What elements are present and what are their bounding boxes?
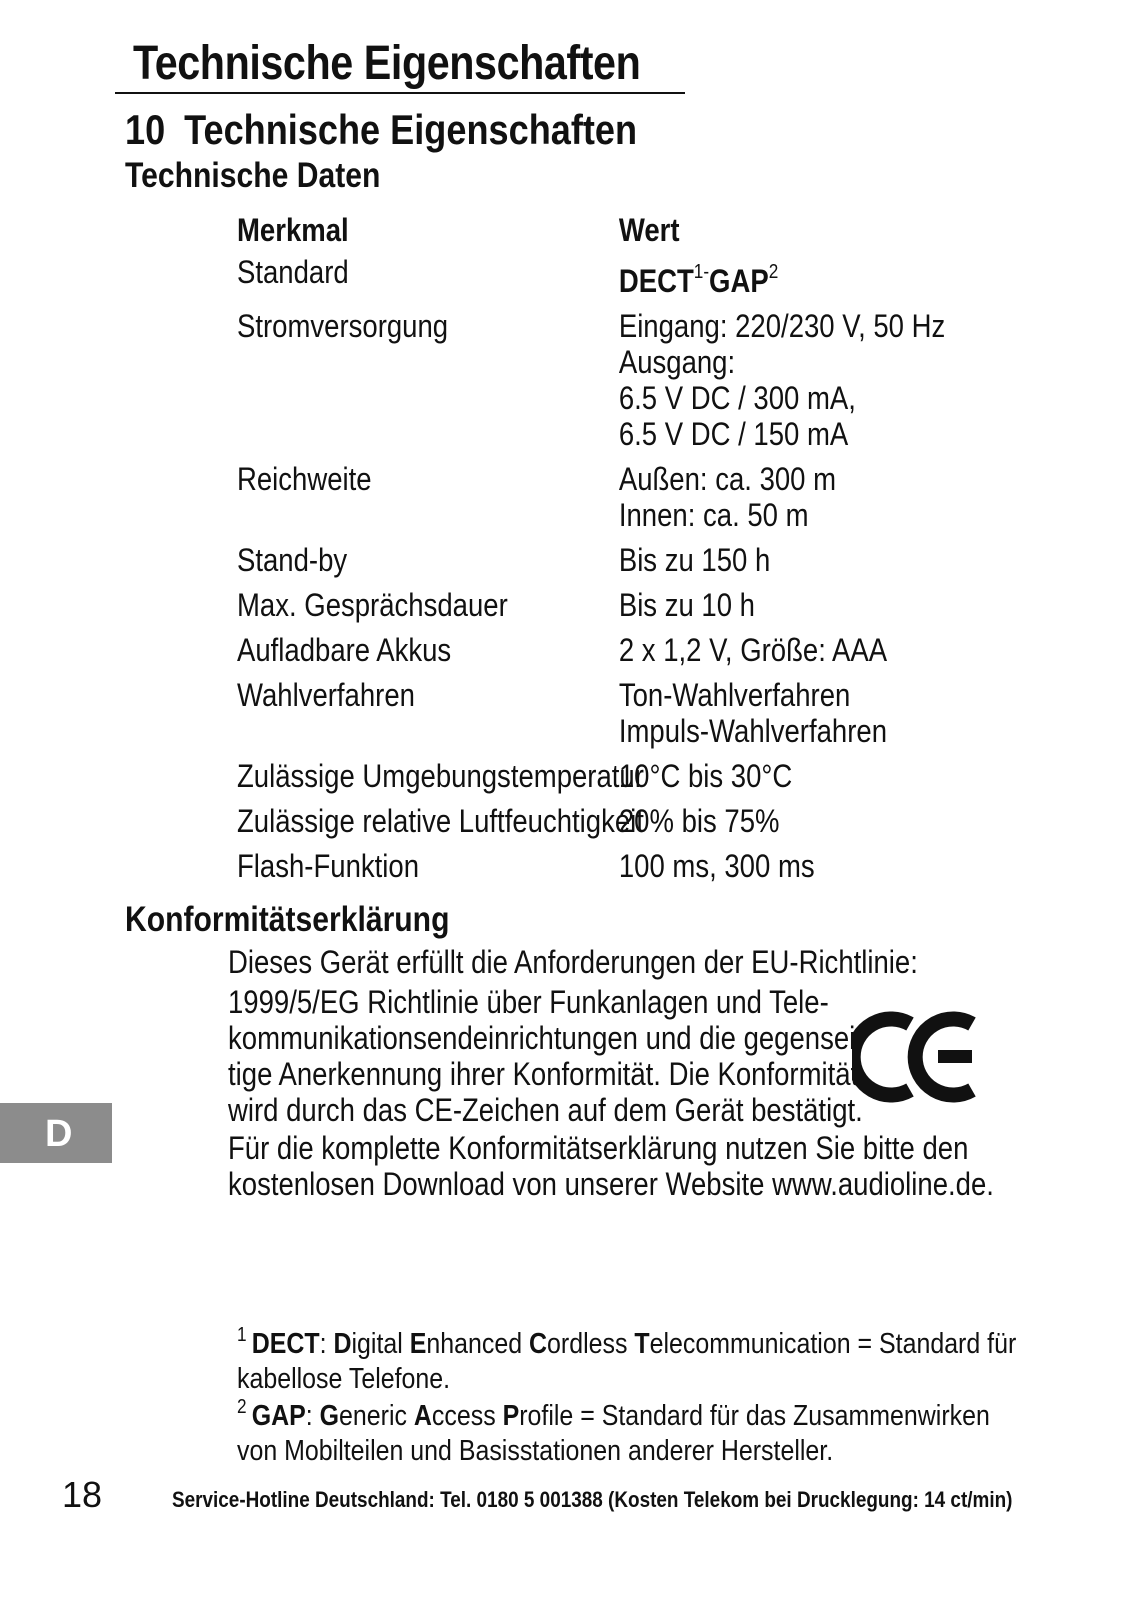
spec-label: Stromversorgung	[237, 308, 449, 344]
spec-table	[237, 212, 977, 893]
footnote-line: $^1$ DECT: Digital Enhanced Cordless Telecommunication = Standard für	[237, 1324, 1017, 1360]
spec-label: Aufladbare Akkus	[237, 632, 452, 668]
conformity-intro: Dieses Gerät erfüllt die Anforderungen der EU-Richtlinie:	[228, 944, 918, 980]
running-header-title: Technische Eigenschaften	[133, 37, 641, 90]
download-line: kostenlosen Download von unserer Website www.audioline.de.	[228, 1166, 994, 1202]
spec-row	[237, 461, 977, 533]
spec-value	[619, 587, 977, 623]
chapter-number: 10	[125, 106, 166, 153]
footnote-line: kabellose Telefone.	[237, 1363, 451, 1395]
chapter-title: Technische Eigenschaften	[184, 106, 638, 153]
spec-row	[237, 848, 977, 884]
spec-value-line: Bis zu 150 h	[618, 542, 771, 578]
spec-value	[619, 542, 977, 578]
spec-label: Max. Gesprächsdauer	[237, 587, 508, 623]
gap-term: GAP	[709, 263, 769, 299]
spec-value-line: Ton-Wahlverfahren	[618, 677, 851, 713]
spec-label: Wahlverfahren	[237, 677, 415, 713]
spec-value-line: Bis zu 10 h	[618, 587, 755, 623]
page-number: 18	[62, 1474, 103, 1515]
spec-label: Standard	[237, 254, 349, 290]
conformity-download	[228, 1130, 994, 1202]
spec-value-line: 6.5 V DC / 300 mA,	[618, 380, 856, 416]
footnote-term: DECT	[251, 1328, 320, 1360]
footnote-initial: A	[413, 1400, 432, 1432]
spec-value-line: 6.5 V DC / 150 mA	[618, 416, 849, 452]
spec-row	[237, 542, 977, 578]
footnote-initial: C	[528, 1328, 548, 1360]
footnote-line: von Mobilteilen und Basisstationen anderer Hersteller.	[237, 1435, 834, 1467]
footnote-number: 1	[237, 1324, 247, 1346]
footnote-initial: D	[333, 1328, 352, 1360]
footnote-text: rofile = Standard für das Zusammenwirken	[519, 1400, 990, 1432]
language-tab	[0, 1103, 112, 1163]
spec-value	[619, 758, 977, 794]
spec-value-line: Ausgang:	[618, 344, 736, 380]
spec-label: Reichweite	[237, 461, 372, 497]
chapter-heading	[125, 106, 637, 154]
spec-row	[237, 632, 977, 668]
spec-value-line: 20% bis 75%	[618, 803, 780, 839]
spec-value-line: Innen: ca. 50 m	[618, 497, 809, 533]
directive-line: tige Anerkennung ihrer Konformität. Die Konformität	[228, 1056, 859, 1092]
dect-term: DECT	[618, 263, 694, 299]
footnote-initial: G	[319, 1400, 340, 1432]
spec-label: Stand-by	[237, 542, 348, 578]
spec-value	[619, 461, 977, 533]
footnote-text: ordless	[547, 1328, 635, 1360]
spec-row	[237, 803, 977, 839]
spec-value	[619, 848, 977, 884]
spec-value-line: Außen: ca. 300 m	[618, 461, 837, 497]
spec-value-line: Impuls-Wahlverfahren	[618, 713, 887, 749]
spec-row-standard	[237, 254, 977, 299]
download-line: Für die komplette Konformitätserklärung nutzen Sie bitte den	[228, 1130, 969, 1166]
spec-value	[619, 803, 977, 839]
spec-value-line: 2 x 1,2 V, Größe: AAA	[618, 632, 888, 668]
spec-value-line: 10°C bis 30°C	[618, 758, 793, 794]
footnote-ref-1: 1	[693, 261, 704, 283]
language-tab-label: D	[45, 1113, 73, 1155]
footnote-number: 2	[237, 1396, 247, 1418]
spec-value-standard	[619, 254, 977, 299]
header-rule	[115, 92, 685, 94]
footnote-text: ccess	[431, 1400, 503, 1432]
spec-label: Zulässige Umgebungstemperatur	[237, 758, 644, 794]
spec-label: Flash-Funktion	[237, 848, 420, 884]
footnote-ref-2: 2	[768, 261, 779, 283]
footnote-text: elecommunication = Standard für	[649, 1328, 1017, 1360]
conformity-directive	[228, 984, 864, 1128]
footnote-text: igital	[351, 1328, 410, 1360]
footnote-initial: T	[634, 1328, 650, 1360]
footnote-term: GAP	[251, 1400, 306, 1432]
spec-value	[619, 308, 977, 452]
directive-line: wird durch das CE-Zeichen auf dem Gerät bestätigt.	[228, 1092, 863, 1128]
spec-label: Zulässige relative Luftfeuchtigkeit	[237, 803, 644, 839]
column-header-value: Wert	[618, 212, 680, 248]
footnote-gap	[237, 1390, 990, 1469]
footnote-line: $^2$ GAP: Generic Access Profile = Standard für das Zusammenwirken	[237, 1396, 990, 1432]
spec-table-header	[237, 212, 977, 248]
spec-value	[619, 632, 977, 668]
spec-row	[237, 677, 977, 749]
directive-line: 1999/5/EG Richtlinie über Funkanlagen und Tele-	[228, 984, 829, 1020]
spec-value-line: Eingang: 220/230 V, 50 Hz	[618, 308, 946, 344]
footnote-initial: P	[502, 1400, 520, 1432]
spec-row	[237, 758, 977, 794]
directive-line: kommunikationsendeinrichtungen und die gegensei-	[228, 1020, 865, 1056]
footnote-initial: E	[409, 1328, 427, 1360]
spec-value	[619, 677, 977, 749]
ce-mark-icon	[852, 1010, 982, 1104]
footnote-dect	[237, 1318, 1016, 1397]
conformity-heading: Konformitätserklärung	[125, 900, 450, 939]
column-header-feature: Merkmal	[237, 212, 349, 248]
spec-row	[237, 587, 977, 623]
spec-value-line: 100 ms, 300 ms	[618, 848, 815, 884]
footnote-text: nhanced	[426, 1328, 529, 1360]
technical-data-heading: Technische Daten	[125, 156, 381, 195]
service-hotline: Service-Hotline Deutschland: Tel. 0180 5 001388 (Kosten Telekom bei Drucklegung: 14 ct/min)	[172, 1487, 1013, 1512]
standard-dash: -	[703, 261, 710, 283]
spec-row	[237, 308, 977, 452]
footnote-text: eneric	[339, 1400, 414, 1432]
